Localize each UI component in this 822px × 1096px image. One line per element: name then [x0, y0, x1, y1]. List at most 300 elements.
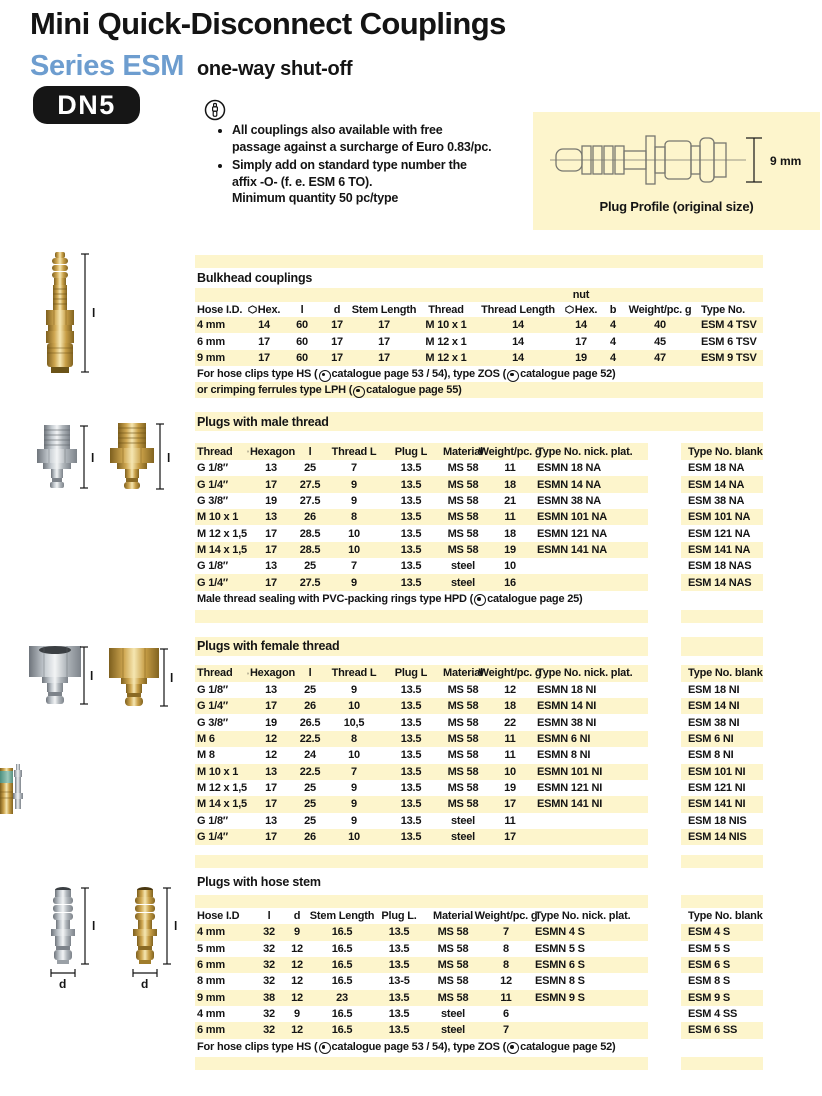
dn-badge: DN5: [33, 86, 140, 124]
table-cell: 14: [575, 319, 587, 332]
table-cell: ESMN 121 NI: [537, 782, 603, 795]
table-cell: 17: [504, 798, 516, 811]
table-cell: 4: [610, 319, 616, 332]
table-cell: G 1/4″: [197, 831, 228, 844]
column-header: [325, 667, 383, 679]
table-row-main: [195, 764, 648, 780]
column-gap: [648, 476, 681, 492]
dimension-d: [133, 969, 157, 977]
table-cell: M 10 x 1: [197, 511, 239, 524]
table-cell: 16: [504, 576, 516, 589]
table-cell: 13.5: [400, 782, 422, 795]
table-cell-blank: ESM 6 S: [681, 957, 763, 973]
table-cell: MS 58: [447, 732, 479, 745]
dimension-l: [81, 254, 89, 372]
table-row-main: [195, 1022, 648, 1038]
section-band: [195, 1057, 763, 1070]
table-row-main: [195, 317, 763, 333]
footnote-text: For hose clips type HS (: [197, 368, 318, 381]
column-header: [195, 910, 255, 922]
column-header: [603, 304, 623, 316]
table-cell: 32: [263, 926, 275, 939]
table-cell: 18: [504, 527, 516, 540]
table-cell: steel: [450, 560, 476, 573]
table-cell: 17: [331, 335, 343, 348]
catalogue-icon: [474, 594, 486, 606]
column-header-label: Type No. nick. plat.: [535, 910, 631, 923]
table-row: [195, 796, 763, 812]
table-cell: M 14 x 1,5: [197, 543, 247, 556]
table-row: [195, 558, 763, 574]
table-cell: 17: [378, 319, 390, 332]
column-gap: [648, 1006, 681, 1022]
table-cell: 9: [351, 798, 357, 811]
table-cell: 5 mm: [197, 942, 225, 955]
dimension-l: [156, 424, 164, 489]
table-header: [195, 908, 648, 924]
section-plugs-female-thread: [195, 637, 763, 845]
table-cell: ESMN 8 NI: [537, 749, 591, 762]
table-cell: 13.5: [400, 831, 422, 844]
free-passage-icon: [203, 98, 227, 122]
table-cell: 17: [265, 700, 277, 713]
table-row-main: [195, 714, 648, 730]
table-cell: 60: [296, 351, 308, 364]
table-cell: 14: [512, 335, 524, 348]
column-header: [533, 667, 648, 679]
table-row-main: [195, 941, 648, 957]
table-cell: M 12 x 1: [425, 335, 467, 348]
table-cell: 13.5: [388, 959, 410, 972]
table-row-main: [195, 493, 648, 509]
column-header-label: Hex.: [574, 303, 598, 316]
column-header-label: Type No.: [701, 303, 746, 316]
table-cell: 4: [610, 335, 616, 348]
dimension-d: [51, 969, 75, 977]
table-cell: 24: [304, 749, 316, 762]
table-cell: 12: [265, 732, 277, 745]
table-row: [195, 525, 763, 541]
table-cell: 13.5: [388, 926, 410, 939]
column-gap: [648, 509, 681, 525]
table-row-main: [195, 574, 648, 590]
table-row: [195, 333, 763, 349]
table-row-main: [195, 1006, 648, 1022]
table-cell: 13: [265, 560, 277, 573]
column-header: [474, 910, 538, 923]
table-cell: 16.5: [331, 1024, 353, 1037]
table-cell: 11: [504, 511, 516, 524]
column-gap: [648, 973, 681, 989]
table-cell: 9: [351, 478, 357, 491]
table-cell: 11: [504, 749, 516, 762]
table-cell: M 12 x 1: [425, 351, 467, 364]
column-header: [425, 910, 481, 922]
column-gap: [648, 682, 681, 698]
note-line: Minimum quantity 50 pc/type: [232, 191, 399, 205]
table-cell: 9: [294, 1008, 300, 1021]
table-cell: 25: [304, 814, 316, 827]
table-row: [195, 941, 763, 957]
table-cell: 7: [503, 926, 509, 939]
table-cell: 10: [348, 543, 360, 556]
table-cell: ESMN 38 NI: [537, 716, 597, 729]
column-gap: [648, 957, 681, 973]
table-cell: MS 58: [437, 942, 469, 955]
female-plug-photo-brass: [102, 642, 176, 721]
coupling-photo-partial: [0, 762, 26, 825]
table-row: [195, 731, 763, 747]
table-row: [195, 682, 763, 698]
table-cell-blank: ESM 4 SS: [688, 1008, 738, 1021]
table-header-row: [195, 665, 763, 682]
table-cell: 16.5: [331, 926, 353, 939]
table-cell: 21: [504, 494, 516, 507]
table-cell: 8: [503, 942, 509, 955]
table-cell: ESMN 101 NA: [537, 511, 607, 524]
band-main: [195, 895, 648, 908]
table-cell-blank: ESM 141 NI: [681, 796, 763, 812]
column-header-label: Hexagon: [249, 445, 295, 458]
table-cell: 17: [258, 335, 270, 348]
section-title: [195, 637, 648, 656]
table-cell: ESMN 4 S: [535, 926, 585, 939]
table-cell: 12: [291, 975, 303, 988]
table-cell: 17: [378, 351, 390, 364]
column-gap: [648, 610, 681, 623]
table-row-main: [195, 813, 648, 829]
hexagon-icon: [247, 669, 249, 678]
table-row-main: [195, 476, 648, 492]
table-cell: 38: [263, 991, 275, 1004]
dimension-l-label: l: [91, 451, 95, 465]
table-cell: ESMN 141 NA: [537, 543, 607, 556]
table-cell: MS 58: [447, 543, 479, 556]
table-cell: 19: [575, 351, 587, 364]
column-header-label: Plug L: [394, 445, 428, 458]
table-cell: MS 58: [447, 527, 479, 540]
table-row-main: [195, 973, 648, 989]
table-cell: 13.5: [400, 527, 422, 540]
table-cell: 13.5: [400, 576, 422, 589]
table-cell: 13.5: [400, 683, 422, 696]
table-cell: 12: [291, 959, 303, 972]
column-header-label: Thread Length: [481, 303, 555, 316]
column-header: [559, 304, 603, 316]
section-band: [195, 610, 763, 623]
table-cell: 7: [351, 462, 357, 475]
table-cell: 16.5: [331, 942, 353, 955]
table-cell: MS 58: [447, 749, 479, 762]
table-cell: 17: [331, 351, 343, 364]
footnote-text: catalogue page 53 / 54), type ZOS (: [331, 1040, 507, 1053]
hose-stem-plug-photo-steel: [30, 884, 108, 995]
table-cell: ESM 9 TSV: [701, 351, 757, 364]
table-cell: 22: [504, 716, 516, 729]
table-row-main: [195, 796, 648, 812]
column-header-label: Hose I.D.: [197, 303, 243, 316]
table-cell: 32: [263, 975, 275, 988]
catalogue-icon: [507, 1042, 519, 1054]
section-title: Plugs with hose stem: [197, 874, 321, 889]
table-header-row: [195, 302, 763, 317]
table-cell: ESMN 18 NA: [537, 462, 602, 475]
dimension-l: [163, 888, 171, 964]
table-cell: 6 mm: [197, 335, 225, 348]
table-cell: 12: [291, 1024, 303, 1037]
section-title: [195, 412, 763, 431]
table-cell: 13.5: [400, 494, 422, 507]
table-cell: 13.5: [400, 511, 422, 524]
table-cell: G 1/8″: [197, 683, 228, 696]
column-gap: [648, 747, 681, 763]
table-cell-blank: ESM 18 NA: [688, 462, 745, 475]
table-cell: 27.5: [299, 494, 321, 507]
column-header-label: Thread: [197, 445, 233, 458]
table-cell-blank: ESM 101 NA: [681, 509, 763, 525]
table-cell: 18: [504, 700, 516, 713]
table-cell: MS 58: [447, 782, 479, 795]
column-header-label: d: [333, 303, 341, 316]
table-cell-blank: ESM 121 NI: [688, 782, 746, 795]
table-row-main: [195, 731, 648, 747]
table-cell: steel: [440, 1024, 466, 1037]
column-gap: [648, 764, 681, 780]
profile-dimension-line: [746, 138, 762, 182]
table-cell: ESM 6 TSV: [701, 335, 757, 348]
table-body: [195, 682, 763, 845]
table-cell: 6: [503, 1008, 509, 1021]
column-gap: [648, 796, 681, 812]
table-cell: 26: [304, 700, 316, 713]
column-header: [195, 304, 245, 316]
column-header-label: Hose I.D: [197, 910, 240, 923]
section-title: Bulkhead couplings: [197, 271, 313, 285]
table-cell: 17: [331, 319, 343, 332]
table-cell-blank: ESM 38 NI: [688, 716, 740, 729]
column-gap: [648, 908, 681, 924]
column-gap: [648, 460, 681, 476]
footnote-text: catalogue page 25): [487, 592, 583, 605]
table-cell: 13-5: [388, 975, 410, 988]
column-header: [311, 910, 373, 922]
footnote: [195, 366, 763, 382]
note-line: affix -O- (f. e. ESM 6 TO).: [232, 174, 373, 189]
shutoff-label: one-way shut-off: [196, 58, 353, 80]
table-cell-blank: ESM 8 NI: [688, 749, 734, 762]
table-cell: 13.5: [400, 543, 422, 556]
table-cell: 10: [504, 765, 516, 778]
column-header-label: Weight/pc. g: [478, 445, 542, 458]
table-cell: M 12 x 1,5: [197, 527, 247, 540]
table-cell: ESMN 121 NA: [537, 527, 607, 540]
column-gap: [648, 924, 681, 940]
footnote: [195, 382, 763, 398]
right-column-header: Type No. blank: [681, 665, 763, 682]
table-cell: 8: [351, 732, 357, 745]
column-gap: [648, 780, 681, 796]
table-row: [195, 350, 763, 366]
section-title-label: Plugs with female thread: [197, 639, 340, 654]
column-header-label: Hexagon: [249, 667, 295, 680]
column-header: [295, 446, 325, 458]
table-cell: 25: [304, 798, 316, 811]
table-cell: 10,5: [343, 716, 365, 729]
table-cell-blank: ESM 5 S: [688, 942, 731, 955]
table-body: [195, 924, 763, 1038]
table-row-main: [195, 509, 648, 525]
footnote: [195, 1039, 763, 1055]
table-row-main: [195, 525, 648, 541]
table-header: [195, 302, 763, 317]
table-cell: MS 58: [437, 926, 469, 939]
footnote-text: For hose clips type HS (: [197, 1040, 318, 1053]
column-header-label: Hex.: [257, 303, 281, 316]
column-header-label: Stem Length: [351, 303, 417, 316]
nut-label: nut: [572, 289, 590, 301]
table-row: [195, 509, 763, 525]
column-header: [247, 446, 295, 458]
hexagon-icon: [248, 305, 257, 314]
section-bulkhead-couplings: [195, 255, 763, 398]
table-cell: ESMN 6 NI: [537, 732, 591, 745]
footnote-text: catalogue page 55): [366, 384, 462, 397]
table-cell: 13: [265, 765, 277, 778]
table-cell: 13.5: [388, 942, 410, 955]
table-row: [195, 460, 763, 476]
table-cell-blank: ESM 14 NA: [681, 476, 763, 492]
table-cell: 19: [265, 494, 277, 507]
table-cell-blank: ESM 9 S: [681, 990, 763, 1006]
table-cell: 25: [304, 462, 316, 475]
table-cell: ESM 4 TSV: [701, 319, 757, 332]
column-header-label: b: [609, 303, 617, 316]
column-header: [623, 304, 697, 316]
table-cell: 40: [654, 319, 666, 332]
table-row: [195, 813, 763, 829]
table-cell-blank: ESM 101 NI: [681, 764, 763, 780]
series-label: Series ESM: [30, 50, 184, 82]
column-header: [478, 667, 542, 680]
hose-stem-plug-photo-brass: [112, 884, 190, 995]
table-cell: 16.5: [331, 1008, 353, 1021]
column-gap: [648, 731, 681, 747]
table-cell: 13.5: [400, 749, 422, 762]
table-cell: 17: [265, 831, 277, 844]
table-cell: 14: [512, 351, 524, 364]
table-cell: MS 58: [447, 683, 479, 696]
dimension-l-label: l: [92, 919, 96, 933]
dimension-l-label: l: [92, 306, 96, 320]
table-cell: ESMN 38 NA: [537, 494, 602, 507]
table-cell-blank: ESM 6 NI: [681, 731, 763, 747]
catalogue-icon: [319, 1042, 331, 1054]
table-cell: 13: [265, 814, 277, 827]
table-cell: 13.5: [400, 462, 422, 475]
table-cell: 26: [304, 511, 316, 524]
bulkhead-coupling-photo: [30, 250, 102, 383]
column-header: [255, 910, 283, 922]
plug-profile-box: [533, 112, 820, 230]
section-plugs-male-thread: [195, 412, 763, 623]
dimension-l-label: l: [174, 919, 178, 933]
column-header: [477, 304, 559, 316]
male-plug-photo-brass: [102, 420, 174, 499]
table-row: [195, 780, 763, 796]
table-cell: 11: [504, 462, 516, 475]
section-title-row: [195, 637, 763, 656]
column-header-label: Thread: [197, 667, 233, 680]
table-row: [195, 476, 763, 492]
table-cell: MS 58: [437, 959, 469, 972]
table-cell: MS 58: [447, 765, 479, 778]
band-right: [681, 895, 763, 908]
table-cell: 17: [504, 831, 516, 844]
band-right: [681, 855, 763, 868]
plug-profile-drawing: [546, 118, 808, 202]
table-cell: 10: [348, 700, 360, 713]
table-cell: 17: [575, 335, 587, 348]
table-cell: MS 58: [447, 494, 479, 507]
table-cell: 10: [348, 831, 360, 844]
table-cell: 17: [265, 576, 277, 589]
table-cell-blank: ESM 18 NIS: [688, 814, 747, 827]
table-cell: M 10 x 1: [197, 765, 239, 778]
table-row: [195, 493, 763, 509]
column-gap: [648, 698, 681, 714]
table-cell: 60: [296, 319, 308, 332]
column-gap: [648, 665, 681, 682]
column-header: [325, 446, 383, 458]
column-header-label: Material: [433, 910, 473, 923]
table-cell: 7: [351, 560, 357, 573]
table-row: [195, 747, 763, 763]
table-row: [195, 574, 763, 590]
table-header: [195, 665, 648, 682]
column-header-label: l: [308, 667, 312, 680]
table-row: [195, 829, 763, 845]
table-cell: 12: [265, 749, 277, 762]
table-cell: MS 58: [447, 511, 479, 524]
column-header-label: l: [267, 910, 271, 923]
table-cell: 9: [351, 683, 357, 696]
table-cell-blank: ESM 38 NA: [688, 494, 745, 507]
table-cell: MS 58: [437, 975, 469, 988]
table-cell: 25: [304, 560, 316, 573]
table-row: [195, 698, 763, 714]
table-cell: 11: [504, 814, 516, 827]
table-cell: 45: [654, 335, 666, 348]
table-cell: 11: [500, 991, 512, 1004]
footnote-text: catalogue page 52): [520, 368, 616, 381]
column-gap: [648, 542, 681, 558]
dimension-l-label: l: [170, 671, 174, 685]
table-cell: 13.5: [388, 1024, 410, 1037]
section-band: [195, 855, 763, 868]
table-cell: MS 58: [447, 462, 479, 475]
table-cell: 32: [263, 1008, 275, 1021]
table-cell-blank: ESM 121 NA: [688, 527, 751, 540]
column-header-label: l: [308, 445, 312, 458]
column-gap: [648, 813, 681, 829]
column-gap: [648, 1022, 681, 1038]
section-band: [195, 895, 763, 908]
column-header-label: Weight/pc. g: [474, 910, 538, 923]
table-cell: 18: [504, 478, 516, 491]
table-cell: 9: [351, 494, 357, 507]
table-cell: G 1/4″: [197, 576, 228, 589]
table-cell: 12: [500, 975, 512, 988]
